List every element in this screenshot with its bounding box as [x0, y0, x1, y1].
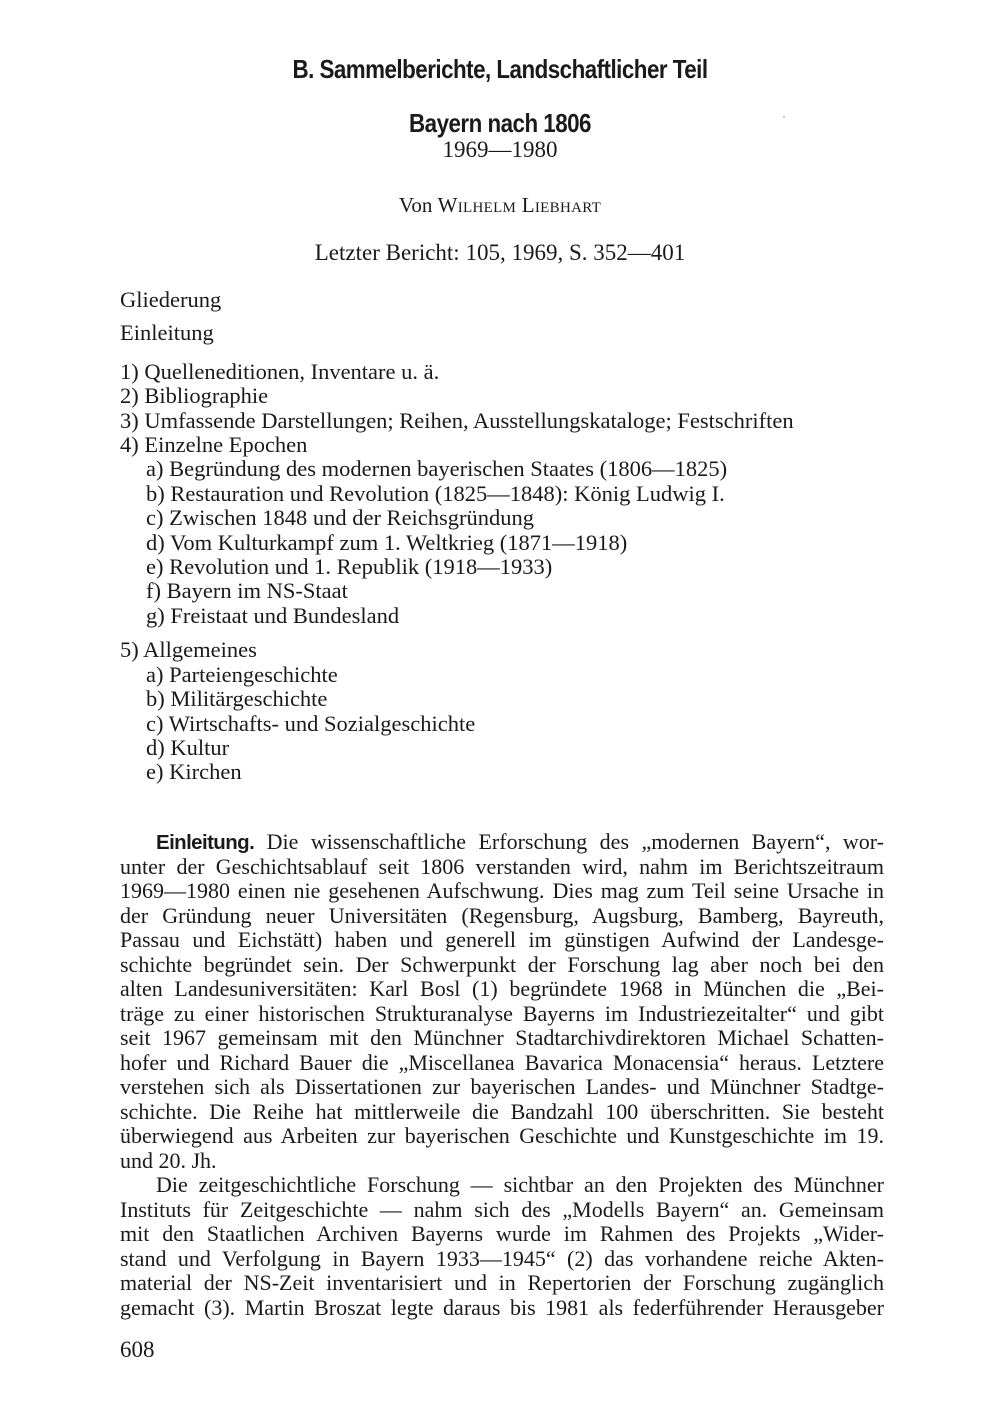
- toc-subitem: [120, 482, 794, 506]
- body-line: der Gründung neuer Universitäten (Regensburg, Augsburg, Bamberg, Bayreuth,: [120, 902, 884, 928]
- toc-item-label: Parteiengeschichte: [169, 661, 338, 687]
- toc-item: [120, 638, 794, 662]
- toc-item-label: Vom Kulturkampf zum 1. Weltkrieg (1871—1918): [169, 529, 628, 555]
- body-line: gemacht (3). Martin Broszat legte daraus bis 1981 als federführender Herausgeber: [120, 1294, 884, 1320]
- toc-subitem: [120, 687, 794, 711]
- toc-subitem: [120, 555, 794, 579]
- author-line: [0, 193, 1000, 218]
- toc-item-number: e): [146, 554, 164, 580]
- toc-intro: Einleitung: [120, 320, 214, 346]
- toc-subitem: [120, 531, 794, 555]
- toc-subitem: [120, 663, 794, 687]
- toc-item-number: a): [146, 661, 164, 687]
- toc-item-number: d): [146, 734, 165, 760]
- body-line: seit 1967 gemeinsam mit den Münchner Stadtarchivdirektoren Michael Schatten-: [120, 1025, 884, 1050]
- toc-item-label: Freistaat und Bundesland: [170, 602, 400, 628]
- body-line: schichte begründet sein. Der Schwerpunkt der Forschung lag aber noch bei den: [120, 951, 884, 977]
- toc-item-label: Quelleneditionen, Inventare u. ä.: [144, 358, 440, 384]
- body-text: [120, 830, 884, 1320]
- toc-item: [120, 384, 794, 408]
- body-line: hofer und Richard Bauer die „Miscellanea Bavarica Monacensia“ heraus. Letztere: [120, 1049, 884, 1075]
- toc-item-number: 2): [120, 383, 139, 409]
- toc-subitem: [120, 579, 794, 603]
- toc-item-number: 1): [120, 358, 139, 384]
- toc-item-label: Zwischen 1848 und der Reichsgründung: [169, 505, 535, 531]
- body-line: 1969—1980 einen nie gesehenen Aufschwung. Dies mag zum Teil seine Ursache in: [120, 878, 884, 903]
- toc-item-label: Allgemeines: [143, 637, 257, 663]
- toc-item-label: Begründung des modernen bayerischen Staates (1806—1825): [169, 456, 728, 482]
- toc-item-label: Einzelne Epochen: [144, 432, 308, 458]
- body-line: mit den Staatlichen Archiven Bayerns wurde im Rahmen des Projekts „Wider-: [120, 1221, 884, 1246]
- scan-speck: [783, 116, 785, 118]
- body-line: alten Landesuniversitäten: Karl Bosl (1) begründete 1968 in München die „Bei-: [120, 976, 884, 1001]
- body-line: material der NS-Zeit inventarisiert und in Repertorien der Forschung zugänglich: [120, 1270, 884, 1295]
- toc-item-number: g): [146, 602, 165, 628]
- toc-item-number: 4): [120, 432, 139, 458]
- toc-item-label: Kirchen: [169, 759, 242, 785]
- toc-subitem: [120, 506, 794, 530]
- page-number: 608: [120, 1337, 155, 1362]
- body-line: unter der Geschichtsablauf seit 1806 verstanden wird, nahm im Berichtszeitraum: [120, 853, 884, 879]
- author-name: Wilhelm Liebhart: [437, 193, 602, 217]
- section-heading: B. Sammelberichte, Landschaftlicher Teil: [292, 54, 708, 84]
- toc-subitem: [120, 760, 794, 784]
- body-line: Passau und Eichstätt) haben und generell im günstigen Aufwind der Landesge-: [120, 927, 884, 952]
- toc-item-number: c): [146, 505, 164, 531]
- toc-item-label: Militärgeschichte: [170, 686, 328, 712]
- toc-item: [120, 360, 794, 384]
- toc-item-number: f): [146, 578, 161, 604]
- toc-item-number: c): [146, 710, 164, 736]
- toc-item-number: e): [146, 759, 164, 785]
- body-line: und 20. Jh.: [120, 1147, 217, 1173]
- author-prefix: Von: [398, 193, 433, 217]
- toc-subitem: [120, 457, 794, 481]
- toc-item-label: Umfassende Darstellungen; Reihen, Ausstellungskataloge; Festschriften: [144, 407, 794, 433]
- article-period: 1969—1980: [442, 137, 558, 162]
- toc-item-label: Restauration und Revolution (1825—1848): König Ludwig I.: [170, 480, 725, 506]
- body-line: stand und Verfolgung in Bayern 1933—1945“ (2) das vorhandene reiche Akten-: [120, 1245, 884, 1271]
- toc-subitem: [120, 604, 794, 628]
- body-line: verstehen sich als Dissertationen zur bayerischen Landes- und Münchner Stadtge-: [120, 1074, 884, 1099]
- toc-item-label: Kultur: [170, 734, 230, 760]
- body-line: [120, 830, 884, 855]
- toc-subitem: [120, 736, 794, 760]
- article-title: Bayern nach 1806: [409, 108, 591, 138]
- toc-subitem: [120, 712, 794, 736]
- toc-item-label: Bayern im NS-Staat: [166, 578, 348, 604]
- toc-item-label: Bibliographie: [144, 383, 269, 409]
- toc-item-number: d): [146, 529, 165, 555]
- toc-item: [120, 433, 794, 457]
- body-line: schichte. Die Reihe hat mittlerweile die Bandzahl 100 überschritten. Sie besteht: [120, 1098, 884, 1124]
- body-line: überwiegend aus Arbeiten zur bayerischen Geschichte und Kunstgeschichte im 19.: [120, 1123, 884, 1148]
- toc-item-number: a): [146, 456, 164, 482]
- run-in-heading: Einleitung.: [156, 831, 255, 854]
- toc-item-label: Wirtschafts- und Sozialgeschichte: [168, 710, 476, 736]
- table-of-contents: [120, 288, 794, 785]
- last-report-reference: Letzter Bericht: 105, 1969, S. 352—401: [314, 240, 686, 265]
- toc-item-number: 3): [120, 407, 139, 433]
- body-line: träge zu einer historischen Strukturanalyse Bayerns im Industriezeitalter“ und gibt: [120, 1000, 884, 1026]
- body-line: Instituts für Zeitgeschichte — nahm sich des „Modells Bayern“ an. Gemeinsam: [120, 1196, 884, 1222]
- body-line: Die zeitgeschichtliche Forschung — sichtbar an den Projekten des Münchner: [156, 1172, 884, 1197]
- toc-item-label: Revolution und 1. Republik (1918—1933): [169, 554, 553, 580]
- toc-item-number: b): [146, 480, 165, 506]
- body-line-text: Die wissenschaftliche Erforschung des „modernen Bayern“, wor-: [266, 829, 884, 854]
- toc-item-number: b): [146, 686, 165, 712]
- toc-item-number: 5): [120, 637, 139, 663]
- toc-item: [120, 409, 794, 433]
- toc-heading: Gliederung: [120, 287, 222, 312]
